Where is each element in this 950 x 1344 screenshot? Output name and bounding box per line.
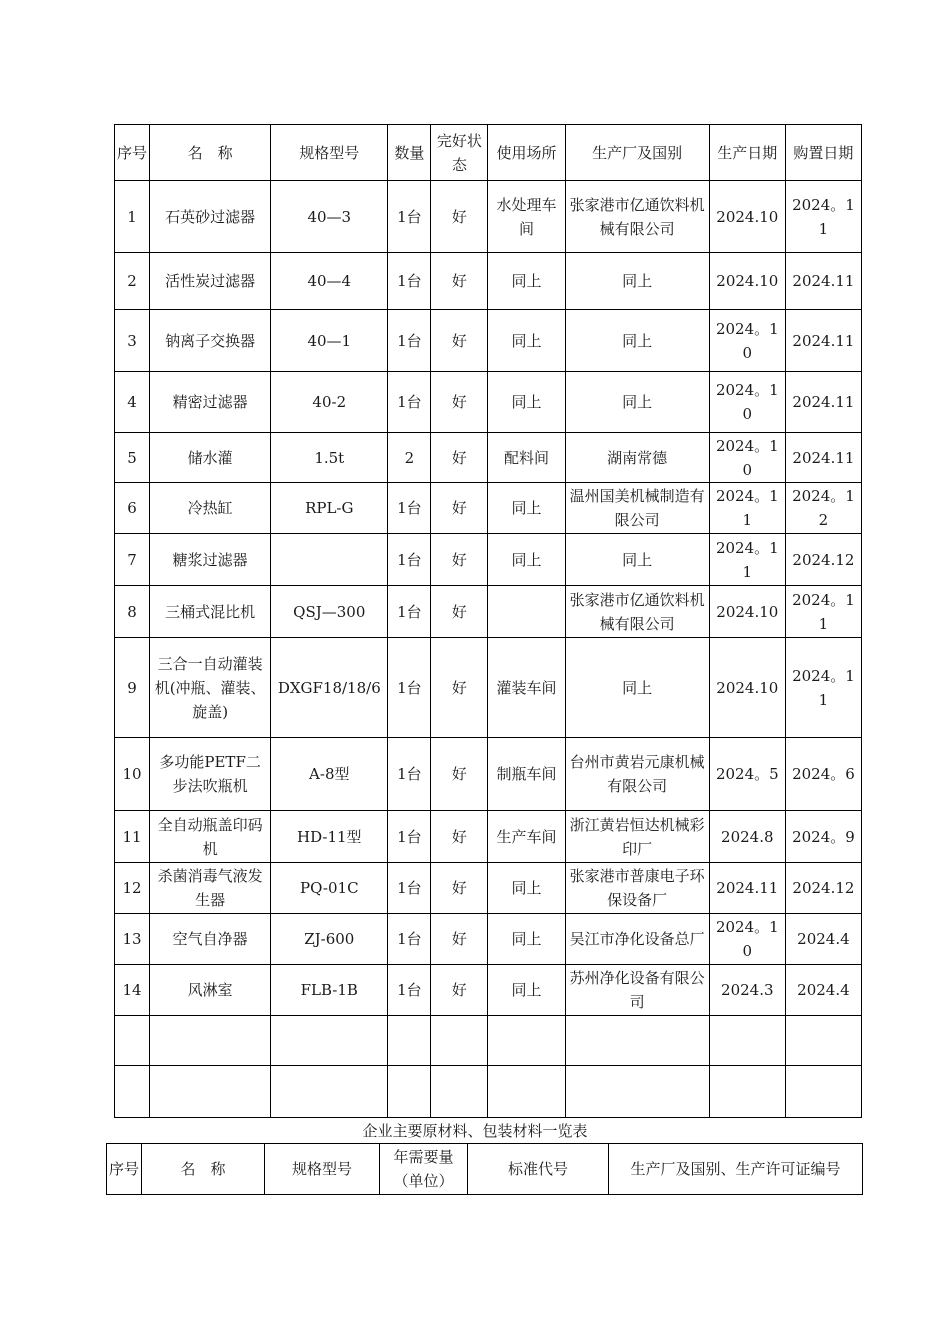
header-production-date: 生产日期 (709, 125, 785, 181)
cell-seq: 5 (115, 433, 150, 483)
cell-maker: 温州国美机械制造有限公司 (565, 483, 709, 534)
cell-maker (565, 1066, 709, 1118)
cell-condition: 好 (431, 586, 488, 638)
mat-header-annual-quantity: 年需要量（单位） (380, 1144, 468, 1195)
cell-place: 同上 (488, 965, 565, 1016)
cell-maker: 吴江市净化设备总厂 (565, 914, 709, 965)
cell-spec: ZJ-600 (271, 914, 388, 965)
table-row (115, 253, 862, 310)
table-row (115, 738, 862, 811)
cell-maker: 台州市黄岩元康机械有限公司 (565, 738, 709, 811)
cell-spec: 40—1 (271, 310, 388, 372)
cell-place (488, 586, 565, 638)
cell-production-date (709, 1066, 785, 1118)
cell-purchase-date: 2024。11 (785, 586, 861, 638)
cell-qty: 1台 (388, 253, 431, 310)
cell-purchase-date: 2024。6 (785, 738, 861, 811)
table-row (115, 863, 862, 914)
cell-maker: 同上 (565, 638, 709, 738)
cell-maker: 同上 (565, 253, 709, 310)
cell-name: 储水灌 (150, 433, 271, 483)
table-row (115, 811, 862, 863)
cell-qty: 1台 (388, 811, 431, 863)
cell-seq: 7 (115, 534, 150, 586)
cell-production-date: 2024。10 (709, 310, 785, 372)
cell-spec: 1.5t (271, 433, 388, 483)
table-row (115, 1066, 862, 1118)
cell-spec (271, 1066, 388, 1118)
table-row (115, 534, 862, 586)
table-row (115, 483, 862, 534)
table-row (115, 433, 862, 483)
cell-qty: 1台 (388, 483, 431, 534)
materials-table (106, 1143, 863, 1195)
cell-seq: 12 (115, 863, 150, 914)
cell-production-date: 2024.10 (709, 181, 785, 253)
mat-header-seq: 序号 (107, 1144, 142, 1195)
cell-spec (271, 1016, 388, 1066)
cell-production-date: 2024.3 (709, 965, 785, 1016)
cell-name: 活性炭过滤器 (150, 253, 271, 310)
cell-spec: PQ-01C (271, 863, 388, 914)
cell-purchase-date: 2024.4 (785, 965, 861, 1016)
cell-seq: 4 (115, 372, 150, 433)
cell-purchase-date: 2024.4 (785, 914, 861, 965)
cell-condition: 好 (431, 483, 488, 534)
cell-place: 灌装车间 (488, 638, 565, 738)
cell-condition: 好 (431, 433, 488, 483)
materials-table-caption: 企业主要原材料、包装材料一览表 (362, 1122, 588, 1140)
cell-seq: 9 (115, 638, 150, 738)
table-row (115, 586, 862, 638)
cell-seq: 11 (115, 811, 150, 863)
cell-place: 同上 (488, 863, 565, 914)
cell-condition (431, 1016, 488, 1066)
cell-purchase-date (785, 1066, 861, 1118)
cell-name: 三桶式混比机 (150, 586, 271, 638)
cell-name: 全自动瓶盖印码机 (150, 811, 271, 863)
header-condition: 完好状态 (431, 125, 488, 181)
cell-seq: 6 (115, 483, 150, 534)
cell-purchase-date: 2024.11 (785, 253, 861, 310)
header-name: 名 称 (150, 125, 271, 181)
cell-qty: 1台 (388, 965, 431, 1016)
cell-condition: 好 (431, 965, 488, 1016)
cell-name: 精密过滤器 (150, 372, 271, 433)
cell-name: 杀菌消毒气液发生器 (150, 863, 271, 914)
cell-condition: 好 (431, 372, 488, 433)
cell-spec: HD-11型 (271, 811, 388, 863)
cell-place: 同上 (488, 372, 565, 433)
cell-purchase-date: 2024.11 (785, 433, 861, 483)
cell-condition: 好 (431, 738, 488, 811)
mat-header-spec: 规格型号 (265, 1144, 380, 1195)
cell-seq (115, 1016, 150, 1066)
cell-seq (115, 1066, 150, 1118)
header-purchase-date: 购置日期 (785, 125, 861, 181)
cell-seq: 13 (115, 914, 150, 965)
table-row (115, 965, 862, 1016)
cell-name: 冷热缸 (150, 483, 271, 534)
cell-place: 同上 (488, 253, 565, 310)
cell-spec: 40-2 (271, 372, 388, 433)
cell-place: 水处理车间 (488, 181, 565, 253)
cell-maker (565, 1016, 709, 1066)
mat-header-name: 名 称 (142, 1144, 265, 1195)
cell-place: 同上 (488, 534, 565, 586)
cell-condition: 好 (431, 253, 488, 310)
cell-purchase-date: 2024。12 (785, 483, 861, 534)
cell-purchase-date (785, 1016, 861, 1066)
cell-qty: 1台 (388, 310, 431, 372)
cell-spec: 40—3 (271, 181, 388, 253)
cell-name: 钠离子交换器 (150, 310, 271, 372)
cell-place: 同上 (488, 914, 565, 965)
header-place: 使用场所 (488, 125, 565, 181)
cell-spec: FLB-1B (271, 965, 388, 1016)
cell-place: 制瓶车间 (488, 738, 565, 811)
cell-qty: 1台 (388, 586, 431, 638)
table-row (115, 310, 862, 372)
header-maker: 生产厂及国别 (565, 125, 709, 181)
cell-spec: A-8型 (271, 738, 388, 811)
cell-purchase-date: 2024。11 (785, 181, 861, 253)
cell-place: 同上 (488, 310, 565, 372)
cell-maker: 张家港市亿通饮料机械有限公司 (565, 181, 709, 253)
cell-qty: 1台 (388, 181, 431, 253)
cell-production-date: 2024。10 (709, 372, 785, 433)
cell-maker: 湖南常德 (565, 433, 709, 483)
cell-production-date: 2024.10 (709, 638, 785, 738)
table-row (115, 638, 862, 738)
cell-purchase-date: 2024.11 (785, 372, 861, 433)
cell-production-date: 2024。11 (709, 483, 785, 534)
cell-seq: 14 (115, 965, 150, 1016)
header-qty: 数量 (388, 125, 431, 181)
cell-condition: 好 (431, 811, 488, 863)
cell-maker: 浙江黄岩恒达机械彩印厂 (565, 811, 709, 863)
cell-condition: 好 (431, 181, 488, 253)
cell-seq: 2 (115, 253, 150, 310)
cell-condition: 好 (431, 310, 488, 372)
cell-place (488, 1066, 565, 1118)
cell-spec (271, 534, 388, 586)
cell-maker: 苏州净化设备有限公司 (565, 965, 709, 1016)
cell-qty: 1台 (388, 914, 431, 965)
cell-maker: 张家港市亿通饮料机械有限公司 (565, 586, 709, 638)
cell-place: 配料间 (488, 433, 565, 483)
cell-production-date: 2024。5 (709, 738, 785, 811)
mat-header-standard-code: 标准代号 (468, 1144, 609, 1195)
cell-purchase-date: 2024。11 (785, 638, 861, 738)
table-row (115, 1016, 862, 1066)
cell-condition: 好 (431, 638, 488, 738)
cell-purchase-date: 2024.12 (785, 863, 861, 914)
cell-place (488, 1016, 565, 1066)
cell-purchase-date: 2024.11 (785, 310, 861, 372)
cell-place: 同上 (488, 483, 565, 534)
cell-maker: 张家港市普康电子环保设备厂 (565, 863, 709, 914)
cell-name (150, 1066, 271, 1118)
table-row (115, 181, 862, 253)
cell-name: 三合一自动灌装机(冲瓶、灌装、旋盖) (150, 638, 271, 738)
cell-qty: 1台 (388, 738, 431, 811)
cell-production-date: 2024.10 (709, 586, 785, 638)
cell-production-date: 2024。10 (709, 914, 785, 965)
cell-spec: RPL-G (271, 483, 388, 534)
cell-maker: 同上 (565, 310, 709, 372)
cell-production-date: 2024.11 (709, 863, 785, 914)
header-seq: 序号 (115, 125, 150, 181)
cell-maker: 同上 (565, 372, 709, 433)
table-row (115, 914, 862, 965)
cell-qty: 1台 (388, 372, 431, 433)
cell-production-date: 2024。11 (709, 534, 785, 586)
cell-place: 生产车间 (488, 811, 565, 863)
equipment-header-row (115, 125, 862, 181)
cell-production-date (709, 1016, 785, 1066)
cell-qty: 1台 (388, 638, 431, 738)
cell-seq: 8 (115, 586, 150, 638)
cell-maker: 同上 (565, 534, 709, 586)
mat-header-maker-license: 生产厂及国别、生产许可证编号 (609, 1144, 863, 1195)
cell-qty (388, 1066, 431, 1118)
equipment-table (114, 124, 862, 1118)
cell-name: 风淋室 (150, 965, 271, 1016)
cell-purchase-date: 2024.12 (785, 534, 861, 586)
cell-spec: QSJ—300 (271, 586, 388, 638)
cell-qty (388, 1016, 431, 1066)
cell-condition: 好 (431, 914, 488, 965)
cell-production-date: 2024.10 (709, 253, 785, 310)
cell-name: 空气自净器 (150, 914, 271, 965)
cell-name: 多功能PETF二步法吹瓶机 (150, 738, 271, 811)
cell-seq: 10 (115, 738, 150, 811)
cell-qty: 2 (388, 433, 431, 483)
cell-qty: 1台 (388, 534, 431, 586)
cell-seq: 3 (115, 310, 150, 372)
cell-seq: 1 (115, 181, 150, 253)
cell-production-date: 2024.8 (709, 811, 785, 863)
cell-spec: 40—4 (271, 253, 388, 310)
cell-spec: DXGF18/18/6 (271, 638, 388, 738)
cell-qty: 1台 (388, 863, 431, 914)
cell-name: 糖浆过滤器 (150, 534, 271, 586)
cell-name: 石英砂过滤器 (150, 181, 271, 253)
cell-name (150, 1016, 271, 1066)
cell-condition (431, 1066, 488, 1118)
cell-condition: 好 (431, 863, 488, 914)
cell-purchase-date: 2024。9 (785, 811, 861, 863)
materials-header-row (107, 1144, 863, 1195)
cell-production-date: 2024。10 (709, 433, 785, 483)
table-row (115, 372, 862, 433)
cell-condition: 好 (431, 534, 488, 586)
header-spec: 规格型号 (271, 125, 388, 181)
